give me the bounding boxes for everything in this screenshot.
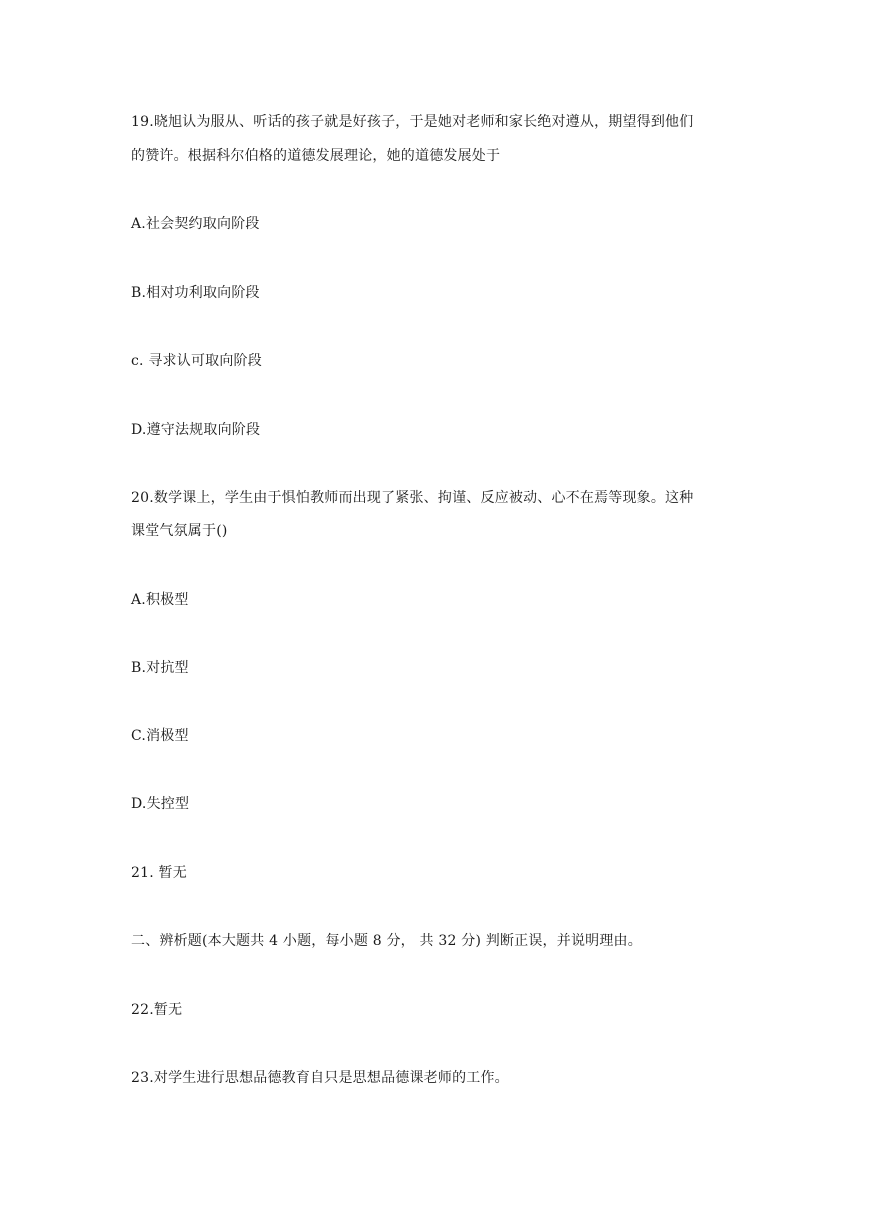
question-19-text-line-2: 的赞许。根据科尔伯格的道德发展理论，她的道德发展处于 — [131, 148, 501, 164]
question-20-option-d: D.失控型 — [131, 796, 190, 812]
question-22-text: 22.暂无 — [131, 1002, 183, 1018]
question-19-option-b: B.相对功利取向阶段 — [131, 285, 260, 301]
question-20-option-c: C.消极型 — [131, 728, 189, 744]
section-2-heading: 二、辨析题(本大题共 4 小题，每小题 8 分， 共 32 分) 判断正误，并说明理由。 — [131, 933, 642, 949]
question-20-text-line-2: 课堂气氛属于() — [131, 523, 228, 539]
question-20-text-line-1: 20.数学课上，学生由于惧怕教师而出现了紧张、拘谨、反应被动、心不在焉等现象。这种 — [131, 490, 694, 506]
question-23-text: 23.对学生进行思想品德教育自只是思想品德课老师的工作。 — [131, 1070, 509, 1086]
question-21-text: 21. 暂无 — [131, 865, 187, 881]
question-19-option-c: c. 寻求认可取向阶段 — [131, 353, 262, 369]
question-20-option-a: A.积极型 — [131, 592, 189, 608]
question-20-option-b: B.对抗型 — [131, 660, 189, 676]
question-19-option-d: D.遵守法规取向阶段 — [131, 422, 261, 438]
question-19-option-a: A.社会契约取向阶段 — [131, 216, 260, 232]
question-19-text-line-1: 19.晓旭认为服从、听话的孩子就是好孩子，于是她对老师和家长绝对遵从，期望得到他们 — [131, 114, 694, 130]
